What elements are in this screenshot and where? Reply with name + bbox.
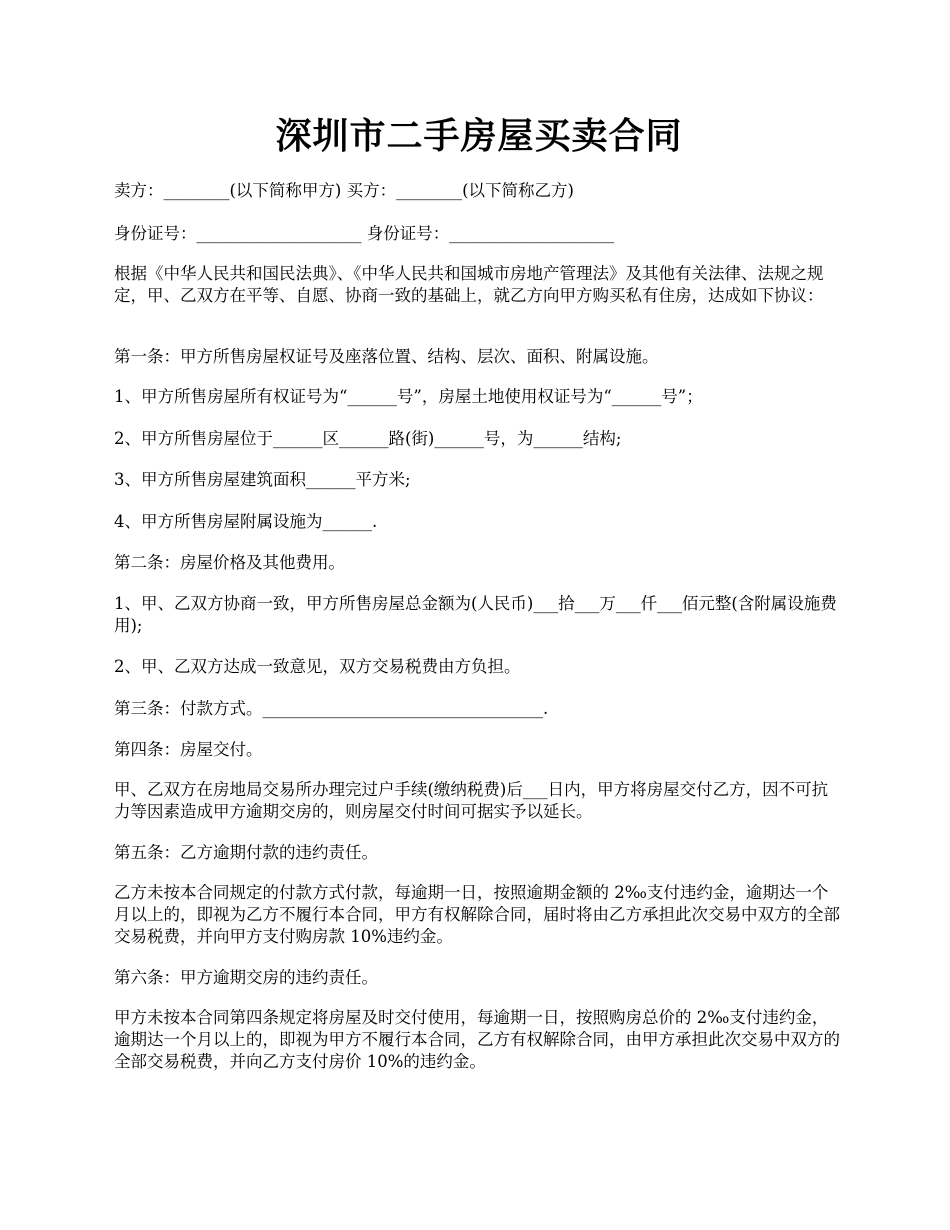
article-1-item-3: 3、甲方所售房屋建筑面积______平方米; [114, 470, 411, 489]
document-title: 深圳市二手房屋买卖合同 [275, 115, 683, 157]
article-5-body: 乙方未按本合同规定的付款方式付款，每逾期一日，按照逾期金额的 2‰支付违约金，逾期达一个月以上的，即视为乙方不履行本合同，甲方有权解除合同，届时将由乙方承担此次交易中双方的全部交易税费，并向甲方支付购房款 10%违约金。 [114, 883, 840, 946]
article-4-body: 甲、乙双方在房地局交易所办理完过户手续(缴纳税费)后___日内，甲方将房屋交付乙方，因不可抗力等因素造成甲方逾期交房的，则房屋交付时间可据实予以延长。 [114, 780, 829, 821]
article-2-item-1: 1、甲、乙双方协商一致，甲方所售房屋总金额为(人民币)___拾___万___仟___佰元整(含附属设施费用); [114, 594, 837, 635]
article-2-item-2: 2、甲、乙双方达成一致意见，双方交易税费由方负担。 [114, 657, 521, 676]
article-3-heading: 第三条：付款方式。__________________________________. [114, 699, 549, 718]
article-1-item-4: 4、甲方所售房屋附属设施为______. [114, 512, 378, 531]
article-4-heading: 第四条：房屋交付。 [114, 740, 263, 759]
article-2-heading: 第二条：房屋价格及其他费用。 [114, 553, 345, 572]
id-number-line: 身份证号：____________________ 身份证号：____________________ [114, 224, 615, 243]
article-6-heading: 第六条：甲方逾期交房的违约责任。 [114, 968, 378, 987]
article-1-heading: 第一条：甲方所售房屋权证号及座落位置、结构、层次、面积、附属设施。 [114, 347, 659, 366]
article-1-item-1: 1、甲方所售房屋所有权证号为“______号”，房屋土地使用权证号为“______号”； [114, 387, 703, 406]
article-6-body: 甲方未按本合同第四条规定将房屋及时交付使用，每逾期一日，按照购房总价的 2‰支付违约金，逾期达一个月以上的，即视为甲方不履行本合同，乙方有权解除合同，由甲方承担此次交易中双方的全部交易税费，并向乙方支付房价 10%的违约金。 [114, 1008, 840, 1071]
preamble-paragraph: 根据《中华人民共和国民法典》、《中华人民共和国城市房地产管理法》及其他有关法律、法规之规定，甲、乙双方在平等、自愿、协商一致的基础上，就乙方向甲方购买私有住房，达成如下协议： [114, 264, 824, 305]
article-1-item-2: 2、甲方所售房屋位于______区______路(街)______号，为______结构; [114, 429, 622, 448]
article-5-heading: 第五条：乙方逾期付款的违约责任。 [114, 843, 378, 862]
seller-buyer-line: 卖方：________(以下简称甲方) 买方：________(以下简称乙方) [114, 181, 574, 200]
